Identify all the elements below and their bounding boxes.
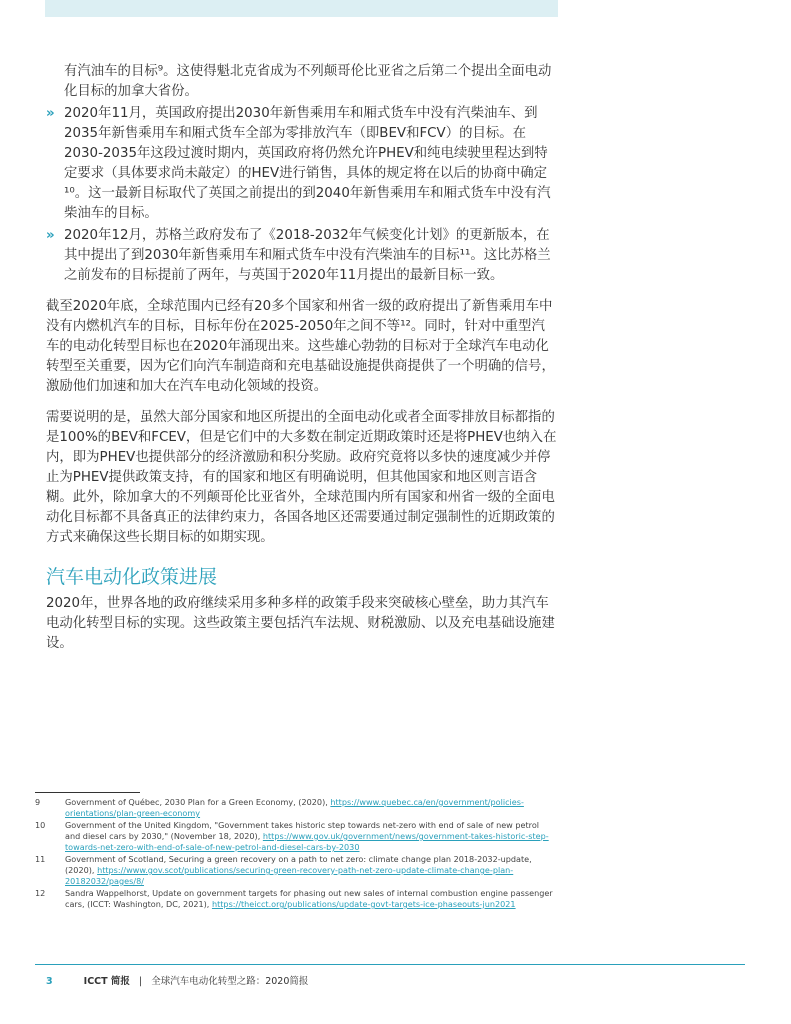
bullet-list	[46, 104, 558, 286]
paragraph: 截至2020年底，全球范围内已经有20多个国家和州省一级的政府提出了新售乘用车中没有内燃机汽车的目标，目标年份在2025-2050年之间不等¹²。同时，针对中重型汽车的电动化转型目标也在2020年涌现出来。这些雄心勃勃的目标对于全球汽车电动化转型至关重要，因为它们向汽车制造商和充电基础设施提供商提供了一个明确的信号，激励他们加速和加大在汽车电动化领域的投资。	[46, 299, 555, 394]
bullet-item	[46, 104, 558, 224]
intro-continuation: 有汽油车的目标⁹。这使得魁北克省成为不列颠哥伦比亚省之后第二个提出全面电动化目标的加拿大省份。	[64, 64, 552, 99]
footnote	[35, 797, 555, 819]
section-paragraph: 2020年，世界各地的政府继续采用多种多样的政策手段来突破核心壁垒，助力其汽车电动化转型目标的实现。这些政策主要包括汽车法规、财税激励、以及充电基础设施建设。	[46, 596, 555, 651]
footnote-text: Government of the United Kingdom, "Government takes historic step towards net-zero with end of sale of new petrol and diesel cars by 2030," (November 18, 2020),	[65, 820, 540, 841]
footnote-number: 9	[35, 797, 41, 807]
bullet-marker-icon: »	[46, 228, 55, 243]
footnote-link[interactable]: https://www.quebec.ca/en/government/policies-orientations/plan-green-economy	[65, 797, 524, 818]
header-band	[45, 0, 558, 17]
footnote	[35, 854, 555, 887]
footnote-text: Government of Scotland, Securing a green recovery on a path to net zero: climate change plan 2018-2032-update, (2020),	[65, 854, 532, 875]
bullet-item	[46, 226, 558, 286]
footnote-link[interactable]: https://www.gov.uk/government/news/government-takes-historic-step-towards-net-zero-with-end-of-sale-of-new-petrol-and-diesel-cars-by-2030	[65, 831, 549, 852]
footer-divider	[35, 964, 745, 965]
footnote	[35, 820, 555, 853]
main-content	[46, 60, 558, 654]
footer-org: ICCT 简报	[83, 976, 130, 987]
footnote-link[interactable]: https://www.gov.scot/publications/securing-green-recovery-path-net-zero-update-climate-change-plan-20182032/pages/8/	[65, 865, 514, 886]
footnote-number: 12	[35, 888, 46, 898]
page-number: 3	[46, 976, 53, 987]
section-heading: 汽车电动化政策进展	[46, 566, 218, 588]
footnote	[35, 888, 555, 910]
footer-title: 全球汽车电动化转型之路：2020简报	[151, 976, 309, 987]
footnote-text: Government of Québec, 2030 Plan for a Green Economy, (2020),	[65, 797, 331, 807]
footnote-divider	[35, 792, 140, 793]
bullet-marker-icon: »	[46, 106, 55, 121]
footnote-number: 11	[35, 854, 46, 864]
bullet-text: 2020年11月，英国政府提出2030年新售乘用车和厢式货车中没有汽柴油车、到2035年新售乘用车和厢式货车全部为零排放汽车（即BEV和FCV）的目标。在2030-2035年这段过渡时期内，英国政府将仍然允许PHEV和纯电续驶里程达到特定要求（具体要求尚未敲定）的HEV进行销售，具体的规定将在以后的协商中确定¹⁰。这一最新目标取代了英国之前提出的到2040年新售乘用车和厢式货车中没有汽柴油车的目标。	[64, 106, 551, 221]
footer-separator: |	[138, 976, 143, 987]
page-footer	[46, 973, 308, 987]
paragraph: 需要说明的是，虽然大部分国家和地区所提出的全面电动化或者全面零排放目标都指的是100%的BEV和FCEV，但是它们中的大多数在制定近期政策时还是将PHEV也纳入在内，即为PHEV也提供部分的经济激励和积分奖励。政府究竟将以多快的速度减少并停止为PHEV提供政策支持，有的国家和地区有明确说明，但其他国家和地区则言语含糊。此外，除加拿大的不列颠哥伦比亚省外，全球范围内所有国家和州省一级的全面电动化目标都不具备真正的法律约束力，各国各地区还需要通过制定强制性的近期政策的方式来确保这些长期目标的如期实现。	[46, 410, 557, 545]
footnote-number: 10	[35, 820, 46, 830]
footnote-text: Sandra Wappelhorst, Update on government targets for phasing out new sales of internal combustion engine passenger cars, (ICCT: Washington, DC, 2021),	[65, 888, 553, 909]
bullet-text: 2020年12月，苏格兰政府发布了《2018-2032年气候变化计划》的更新版本，在其中提出了到2030年新售乘用车和厢式货车中没有汽柴油车的目标¹¹。这比苏格兰之前发布的目标提前了两年，与英国于2020年11月提出的最新目标一致。	[64, 228, 551, 283]
footnotes	[35, 797, 555, 911]
footnote-link[interactable]: https://theicct.org/publications/update-govt-targets-ice-phaseouts-jun2021	[211, 899, 516, 909]
